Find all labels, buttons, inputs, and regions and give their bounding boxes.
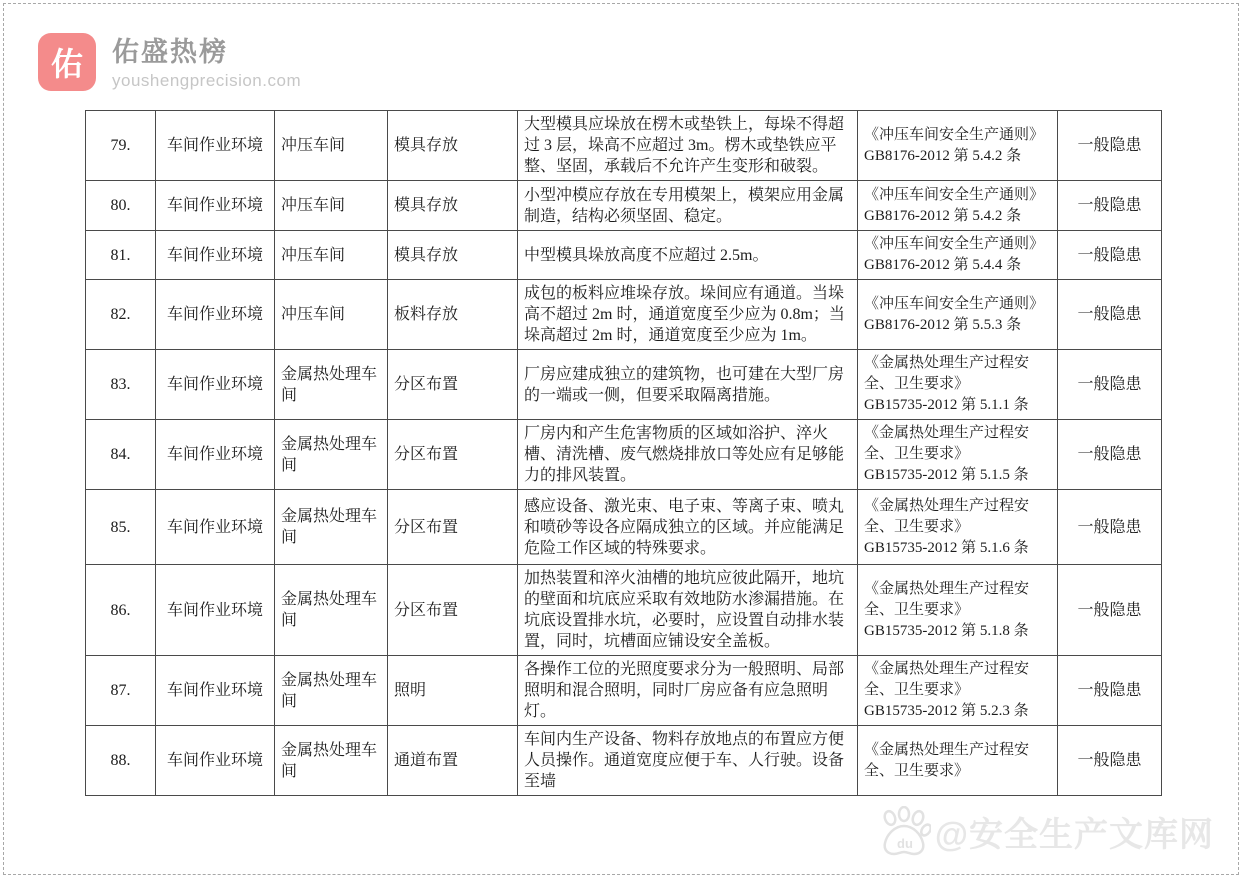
cell-item: 通道布置 xyxy=(388,726,518,796)
table-row xyxy=(86,490,1162,565)
watermark-text: @安全生产文库网 xyxy=(934,815,1214,854)
basis-title: 《冲压车间安全生产通则》 xyxy=(864,126,1045,143)
cell-row-number: 85. xyxy=(86,490,156,565)
cell-row-number: 81. xyxy=(86,231,156,280)
cell-row-number: 83. xyxy=(86,350,156,420)
baidu-paw-icon xyxy=(877,806,931,856)
table-row xyxy=(86,350,1162,420)
basis-title: 《金属热处理生产过程安全、卫生要求》 xyxy=(864,661,1030,698)
cell-content: 成包的板料应堆垛存放。垛间应有通道。当垛高不超过 2m 时，通道宽度至少应为 0.8m；当垛高超过 2m 时，通道宽度至少应为 1m。 xyxy=(518,280,858,350)
cell-item: 分区布置 xyxy=(388,565,518,656)
table-row xyxy=(86,111,1162,181)
cell-hazard-level: 一般隐患 xyxy=(1058,490,1162,565)
cell-hazard-level: 一般隐患 xyxy=(1058,280,1162,350)
basis-title: 《冲压车间安全生产通则》 xyxy=(864,186,1045,203)
cell-workshop: 冲压车间 xyxy=(275,111,388,181)
basis-clause: GB15735-2012 第 5.1.1 条 xyxy=(864,397,1029,413)
safety-checklist-table xyxy=(85,110,1162,796)
watermark xyxy=(877,806,1214,856)
basis-clause: GB8176-2012 第 5.4.2 条 xyxy=(864,207,1022,224)
basis-clause: GB8176-2012 第 5.4.4 条 xyxy=(864,257,1022,273)
basis-clause: GB15735-2012 第 5.1.6 条 xyxy=(864,539,1029,556)
cell-basis xyxy=(858,111,1058,181)
cell-workshop: 金属热处理车间 xyxy=(275,420,388,490)
cell-content: 感应设备、激光束、电子束、等离子束、喷丸和喷砂等设各应隔成独立的区域。并应能满足危险工作区域的特殊要求。 xyxy=(518,490,858,565)
table-row xyxy=(86,726,1162,796)
cell-row-number: 84. xyxy=(86,420,156,490)
table-row xyxy=(86,181,1162,231)
cell-item: 模具存放 xyxy=(388,181,518,231)
cell-content: 厂房内和产生危害物质的区域如浴护、淬火槽、清洗槽、废气燃烧排放口等处应有足够能力的排风装置。 xyxy=(518,420,858,490)
cell-row-number: 86. xyxy=(86,565,156,656)
cell-area: 车间作业环境 xyxy=(156,490,275,565)
basis-title: 《金属热处理生产过程安全、卫生要求》 xyxy=(864,497,1030,535)
cell-row-number: 82. xyxy=(86,280,156,350)
cell-area: 车间作业环境 xyxy=(156,565,275,656)
cell-item: 分区布置 xyxy=(388,420,518,490)
cell-hazard-level: 一般隐患 xyxy=(1058,565,1162,656)
basis-title: 《金属热处理生产过程安全、卫生要求》 xyxy=(864,425,1030,462)
cell-basis xyxy=(858,181,1058,231)
cell-workshop: 冲压车间 xyxy=(275,231,388,280)
cell-content: 小型冲模应存放在专用模架上，模架应用金属制造，结构必须坚固、稳定。 xyxy=(518,181,858,231)
cell-basis xyxy=(858,420,1058,490)
cell-basis xyxy=(858,565,1058,656)
table-row xyxy=(86,280,1162,350)
basis-title: 《金属热处理生产过程安全、卫生要求》 xyxy=(864,580,1030,618)
brand-text-block xyxy=(112,33,301,91)
cell-hazard-level: 一般隐患 xyxy=(1058,111,1162,181)
table-row xyxy=(86,565,1162,656)
basis-title: 《冲压车间安全生产通则》 xyxy=(864,236,1045,252)
cell-workshop: 冲压车间 xyxy=(275,280,388,350)
cell-hazard-level: 一般隐患 xyxy=(1058,656,1162,726)
cell-content: 大型模具应垛放在楞木或垫铁上，每垛不得超过 3 层，垛高不应超过 3m。楞木或垫铁应平整、坚固，承载后不允许产生变形和破裂。 xyxy=(518,111,858,181)
cell-basis xyxy=(858,726,1058,796)
cell-workshop: 冲压车间 xyxy=(275,181,388,231)
brand-title: 佑盛热榜 xyxy=(112,37,228,67)
cell-workshop: 金属热处理车间 xyxy=(275,350,388,420)
brand-header xyxy=(38,33,301,91)
cell-content: 车间内生产设备、物料存放地点的布置应方便人员操作。通道宽度应便于车、人行驶。设备至墙 xyxy=(518,726,858,796)
cell-row-number: 79. xyxy=(86,111,156,181)
cell-basis xyxy=(858,490,1058,565)
basis-title: 《金属热处理生产过程安全、卫生要求》 xyxy=(864,355,1030,392)
cell-content: 厂房应建成独立的建筑物，也可建在大型厂房的一端或一侧，但要采取隔离措施。 xyxy=(518,350,858,420)
basis-clause: GB8176-2012 第 5.4.2 条 xyxy=(864,147,1022,164)
cell-item: 分区布置 xyxy=(388,350,518,420)
cell-hazard-level: 一般隐患 xyxy=(1058,726,1162,796)
basis-clause: GB15735-2012 第 5.1.5 条 xyxy=(864,467,1029,483)
cell-content: 中型模具垛放高度不应超过 2.5m。 xyxy=(518,231,858,280)
basis-clause: GB8176-2012 第 5.5.3 条 xyxy=(864,316,1022,333)
table-row xyxy=(86,231,1162,280)
svg-text:du: du xyxy=(896,836,913,851)
cell-row-number: 88. xyxy=(86,726,156,796)
checklist-body xyxy=(86,111,1162,796)
cell-hazard-level: 一般隐患 xyxy=(1058,231,1162,280)
cell-area: 车间作业环境 xyxy=(156,231,275,280)
cell-content: 各操作工位的光照度要求分为一般照明、局部照明和混合照明，同时厂房应备有应急照明灯。 xyxy=(518,656,858,726)
basis-title: 《冲压车间安全生产通则》 xyxy=(864,295,1045,312)
table-row xyxy=(86,656,1162,726)
cell-area: 车间作业环境 xyxy=(156,111,275,181)
cell-area: 车间作业环境 xyxy=(156,280,275,350)
cell-workshop: 金属热处理车间 xyxy=(275,656,388,726)
basis-title: 《金属热处理生产过程安全、卫生要求》 xyxy=(864,741,1030,779)
cell-item: 照明 xyxy=(388,656,518,726)
cell-basis xyxy=(858,231,1058,280)
brand-logo-icon: 佑 xyxy=(38,33,96,91)
cell-row-number: 87. xyxy=(86,656,156,726)
table-row xyxy=(86,420,1162,490)
cell-area: 车间作业环境 xyxy=(156,726,275,796)
cell-area: 车间作业环境 xyxy=(156,181,275,231)
basis-clause: GB15735-2012 第 5.2.3 条 xyxy=(864,703,1029,719)
cell-content: 加热装置和淬火油槽的地坑应彼此隔开，地坑的壁面和坑底应采取有效地防水渗漏措施。在坑底设置排水坑，必要时，应设置自动排水装置，同时，坑槽面应铺设安全盖板。 xyxy=(518,565,858,656)
brand-subtitle: youshengprecision.com xyxy=(112,71,302,90)
cell-item: 分区布置 xyxy=(388,490,518,565)
cell-basis xyxy=(858,656,1058,726)
cell-hazard-level: 一般隐患 xyxy=(1058,181,1162,231)
cell-item: 模具存放 xyxy=(388,231,518,280)
cell-workshop: 金属热处理车间 xyxy=(275,490,388,565)
cell-area: 车间作业环境 xyxy=(156,656,275,726)
cell-hazard-level: 一般隐患 xyxy=(1058,420,1162,490)
cell-area: 车间作业环境 xyxy=(156,350,275,420)
cell-basis xyxy=(858,350,1058,420)
basis-clause: GB15735-2012 第 5.1.8 条 xyxy=(864,622,1029,639)
cell-area: 车间作业环境 xyxy=(156,420,275,490)
cell-workshop: 金属热处理车间 xyxy=(275,565,388,656)
cell-workshop: 金属热处理车间 xyxy=(275,726,388,796)
cell-hazard-level: 一般隐患 xyxy=(1058,350,1162,420)
cell-item: 模具存放 xyxy=(388,111,518,181)
cell-item: 板料存放 xyxy=(388,280,518,350)
cell-row-number: 80. xyxy=(86,181,156,231)
cell-basis xyxy=(858,280,1058,350)
